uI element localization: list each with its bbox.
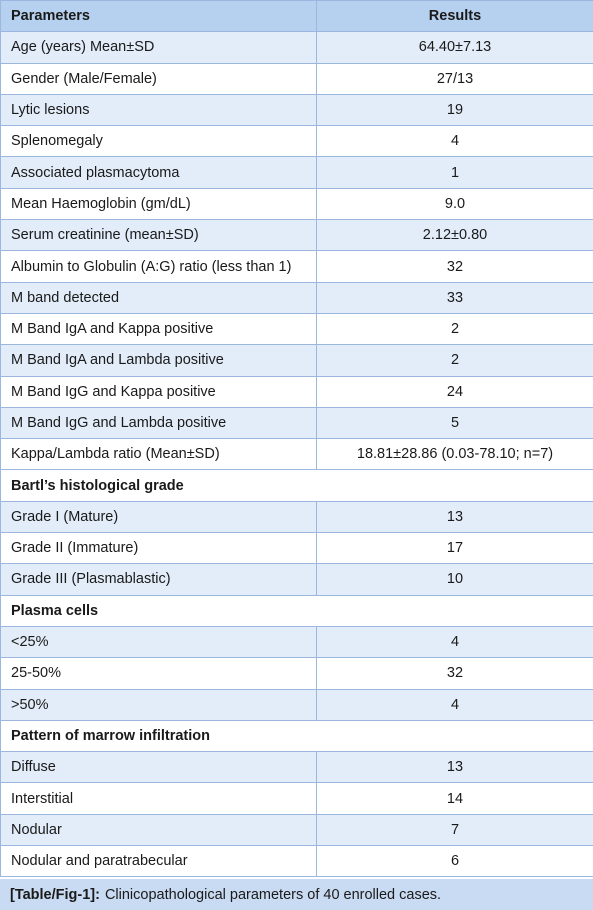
parameter-cell: >50% [1, 689, 317, 720]
table-row [1, 814, 593, 845]
parameter-cell: Grade III (Plasmablastic) [1, 564, 317, 595]
table-row [1, 32, 593, 63]
parameter-cell: Gender (Male/Female) [1, 63, 317, 94]
table-section-row [1, 470, 593, 501]
parameter-cell: Diffuse [1, 752, 317, 783]
parameter-cell: Interstitial [1, 783, 317, 814]
table-row [1, 501, 593, 532]
table-row [1, 564, 593, 595]
table-section-row [1, 595, 593, 626]
table-row [1, 626, 593, 657]
parameter-cell: Serum creatinine (mean±SD) [1, 220, 317, 251]
section-heading: Plasma cells [1, 595, 593, 626]
table-row [1, 533, 593, 564]
result-cell: 9.0 [317, 188, 593, 219]
table-body [1, 32, 593, 877]
parameter-cell: Nodular [1, 814, 317, 845]
result-cell: 14 [317, 783, 593, 814]
result-cell: 1 [317, 157, 593, 188]
result-cell: 32 [317, 658, 593, 689]
result-cell: 10 [317, 564, 593, 595]
parameter-cell: M Band IgG and Lambda positive [1, 407, 317, 438]
parameter-cell: Age (years) Mean±SD [1, 32, 317, 63]
parameter-cell: M Band IgA and Kappa positive [1, 313, 317, 344]
table-section-row [1, 720, 593, 751]
result-cell: 33 [317, 282, 593, 313]
parameter-cell: Kappa/Lambda ratio (Mean±SD) [1, 439, 317, 470]
parameter-cell: Splenomegaly [1, 126, 317, 157]
header-parameters: Parameters [1, 1, 317, 32]
parameter-cell: <25% [1, 626, 317, 657]
caption-label: [Table/Fig-1]: [10, 886, 100, 903]
parameter-cell: Mean Haemoglobin (gm/dL) [1, 188, 317, 219]
parameter-cell: Albumin to Globulin (A:G) ratio (less than 1) [1, 251, 317, 282]
result-cell: 4 [317, 126, 593, 157]
parameter-cell: M Band IgA and Lambda positive [1, 345, 317, 376]
result-cell: 18.81±28.86 (0.03-78.10; n=7) [317, 439, 593, 470]
parameter-cell: 25-50% [1, 658, 317, 689]
result-cell: 13 [317, 752, 593, 783]
result-cell: 17 [317, 533, 593, 564]
table-caption [0, 879, 593, 910]
result-cell: 32 [317, 251, 593, 282]
table-row [1, 689, 593, 720]
section-heading: Pattern of marrow infiltration [1, 720, 593, 751]
parameter-cell: M Band IgG and Kappa positive [1, 376, 317, 407]
table-row [1, 126, 593, 157]
table-row [1, 376, 593, 407]
parameter-cell: Grade II (Immature) [1, 533, 317, 564]
result-cell: 27/13 [317, 63, 593, 94]
result-cell: 4 [317, 626, 593, 657]
parameter-cell: M band detected [1, 282, 317, 313]
result-cell: 24 [317, 376, 593, 407]
result-cell: 2.12±0.80 [317, 220, 593, 251]
result-cell: 19 [317, 94, 593, 125]
parameter-cell: Nodular and paratrabecular [1, 846, 317, 877]
header-results: Results [317, 1, 593, 32]
table-row [1, 188, 593, 219]
table-row [1, 220, 593, 251]
parameter-cell: Lytic lesions [1, 94, 317, 125]
table-row [1, 345, 593, 376]
table-row [1, 282, 593, 313]
table-header-row [1, 1, 593, 32]
table-row [1, 313, 593, 344]
result-cell: 6 [317, 846, 593, 877]
section-heading: Bartl’s histological grade [1, 470, 593, 501]
table-row [1, 407, 593, 438]
result-cell: 13 [317, 501, 593, 532]
caption-text: Clinicopathological parameters of 40 enrolled cases. [104, 886, 442, 903]
result-cell: 7 [317, 814, 593, 845]
result-cell: 2 [317, 345, 593, 376]
result-cell: 2 [317, 313, 593, 344]
parameter-cell: Associated plasmacytoma [1, 157, 317, 188]
table-row [1, 63, 593, 94]
table-row [1, 658, 593, 689]
table-row [1, 157, 593, 188]
result-cell: 4 [317, 689, 593, 720]
table-row [1, 251, 593, 282]
result-cell: 5 [317, 407, 593, 438]
parameter-cell: Grade I (Mature) [1, 501, 317, 532]
table-row [1, 846, 593, 877]
table-row [1, 94, 593, 125]
table-row [1, 783, 593, 814]
table-row [1, 439, 593, 470]
table-row [1, 752, 593, 783]
result-cell: 64.40±7.13 [317, 32, 593, 63]
